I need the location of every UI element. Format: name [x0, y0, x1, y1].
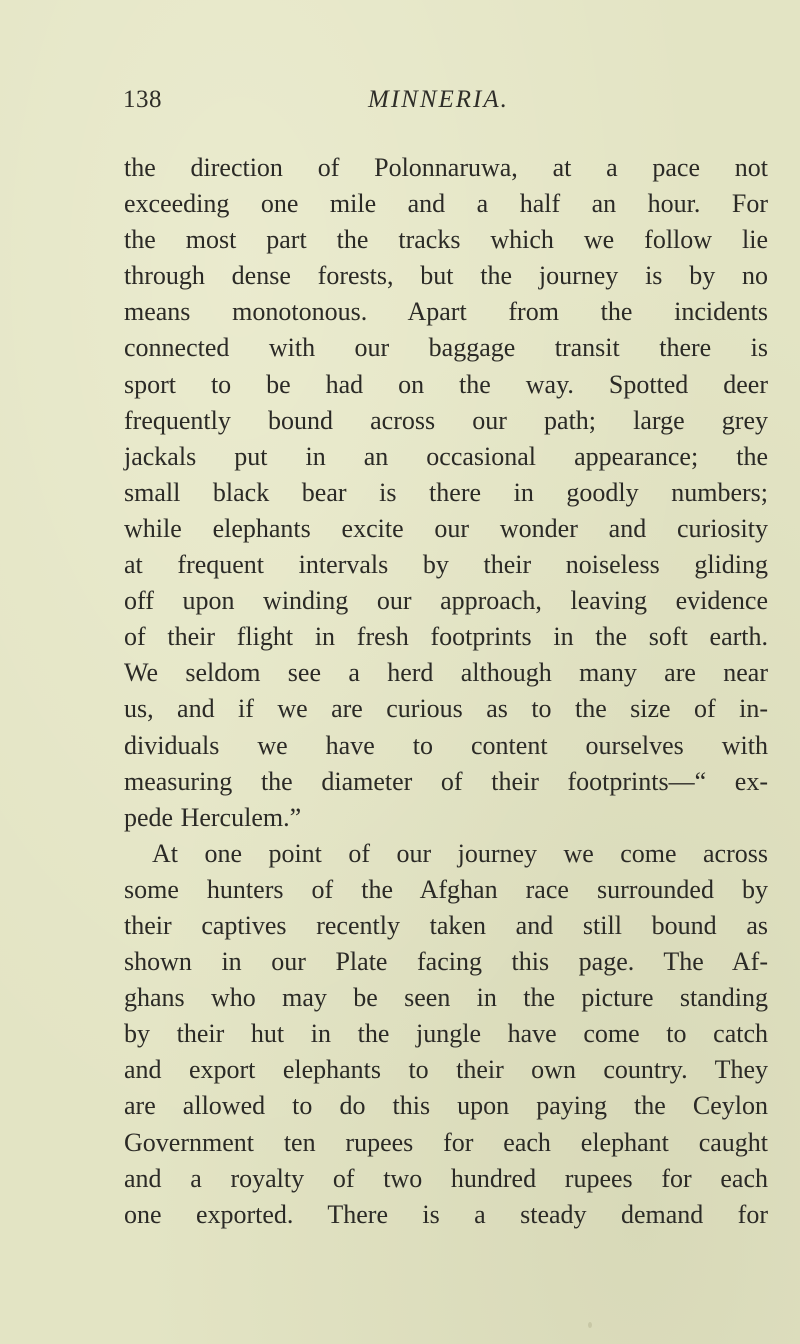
text-line: dividuals we have to content ourselves with	[124, 730, 768, 760]
text-line: connected with our baggage transit there is	[124, 333, 768, 363]
text-line: shown in our Plate facing this page. The Af-	[124, 947, 768, 977]
body-text	[124, 150, 768, 1233]
text-line: by their hut in the jungle have come to catch	[124, 1019, 768, 1049]
text-line: the most part the tracks which we follow lie	[124, 225, 768, 255]
text-line: the direction of Polonnaruwa, at a pace not	[124, 153, 768, 182]
paper-speck	[588, 1322, 592, 1328]
text-line: at frequent intervals by their noiseless gliding	[124, 550, 768, 580]
text-line: measuring the diameter of their footprints—“ ex-	[124, 766, 768, 796]
text-line: ghans who may be seen in the picture standing	[124, 983, 768, 1013]
text-line: small black bear is there in goodly numbers;	[124, 477, 768, 507]
page-number: 138	[123, 86, 162, 113]
text-line: sport to be had on the way. Spotted deer	[124, 369, 768, 399]
text-line: We seldom see a herd although many are near	[124, 658, 768, 688]
text-line: one exported. There is a steady demand for	[124, 1199, 768, 1229]
text-line-paragraph-end: pede Herculem.”	[124, 802, 302, 832]
text-line: us, and if we are curious as to the size of in-	[124, 694, 768, 724]
running-title: MINNERIA.	[368, 86, 509, 113]
text-line: means monotonous. Apart from the incidents	[124, 297, 768, 327]
text-line: through dense forests, but the journey is by no	[124, 261, 768, 291]
text-line: and export elephants to their own country. They	[124, 1055, 768, 1085]
text-line: are allowed to do this upon paying the Ceylon	[124, 1091, 768, 1121]
text-line: frequently bound across our path; large grey	[124, 405, 768, 435]
text-line: off upon winding our approach, leaving evidence	[124, 586, 768, 616]
text-line-paragraph-start: At one point of our journey we come across	[152, 838, 768, 868]
text-line: while elephants excite our wonder and curiosity	[124, 513, 768, 543]
text-line: Government ten rupees for each elephant caught	[124, 1127, 768, 1157]
text-line: jackals put in an occasional appearance; the	[124, 441, 768, 471]
text-line: their captives recently taken and still bound as	[124, 910, 768, 940]
text-line: of their flight in fresh footprints in the soft earth.	[124, 622, 768, 652]
text-line: some hunters of the Afghan race surrounded by	[124, 874, 768, 904]
text-line: and a royalty of two hundred rupees for each	[124, 1163, 768, 1193]
text-line: exceeding one mile and a half an hour. For	[124, 189, 768, 219]
